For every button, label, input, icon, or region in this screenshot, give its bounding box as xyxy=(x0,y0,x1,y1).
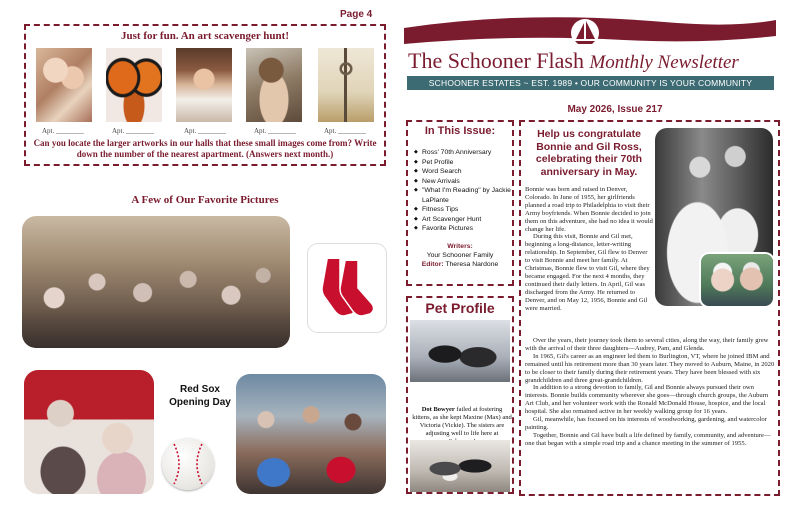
apt-blank-3[interactable]: Apt. ________ xyxy=(184,127,226,135)
article-paragraph: Gil, meanwhile, has focused on his interests of woodworking, gardening, and watercolor painting. xyxy=(525,416,767,431)
apt-blank-4[interactable]: Apt. ________ xyxy=(254,127,296,135)
pet-photo-kittens-bottom xyxy=(410,440,510,492)
article-paragraph: During this visit, Bonnie and Gil met, beginning a long-distance, letter-writing relationship. In September, Gil flew to Denver to visit Bonnie and meet her family. At Christmas, Bonnie flew to visit Gil, where they became engaged. For the next 4 months, they continued their daily letters. In April, Gil was discharged from the Army. He returned to Denver, and on May 12, 1956, Bonnie and Gil were married. xyxy=(525,233,650,312)
art-thumbnail-santa xyxy=(176,48,232,122)
writers-label: Writers: xyxy=(447,243,473,250)
in-this-issue-box xyxy=(406,120,514,286)
article-paragraph: Over the years, their journey took them to several cities, along the way, their family grew with the arrival of their three daughters—Audrey, Pam, and Glenda. xyxy=(525,337,769,352)
party-photo xyxy=(236,374,386,494)
newsletter-subtitle: Monthly Newsletter xyxy=(589,52,739,73)
anniversary-article-box xyxy=(519,120,780,496)
toc-item[interactable]: ◆ Art Scavenger Hunt xyxy=(414,215,514,225)
article-headline: Help us congratulate Bonnie and Gil Ross, celebrating their 70th anniversary in May. xyxy=(535,128,643,178)
pet-profile-title: Pet Profile xyxy=(425,300,495,316)
scavenger-hunt-title: Just for fun. An art scavenger hunt! xyxy=(121,30,289,42)
baseball-stitch-icon xyxy=(162,438,214,490)
scavenger-hunt-box xyxy=(24,24,386,166)
article-paragraph: In addition to a strong devotion to family, Gil and Bonnie always pursued their own interests. Bonnie builds community wherever she goes—through church groups, the Auburn Art Club, and her volunteer work with the Ronald McDonald House, hospice, and the local hospital. She also remained active in her weekly walking group for 16 years. xyxy=(525,384,769,416)
page-number: Page 4 xyxy=(340,9,373,20)
article-paragraph: Together, Bonnie and Gil have built a life defined by family, community, and adventure—one that began with a simple road trip and a chance meeting in the summer of 1955. xyxy=(525,431,771,447)
article-body-top xyxy=(525,186,653,313)
scavenger-hunt-question: Can you locate the larger artworks in our halls that these small images come from? Write down the number of the nearest apartment. (Answers next month.) xyxy=(33,138,377,159)
apt-blank-5[interactable]: Apt. ________ xyxy=(324,127,366,135)
toc-item[interactable]: ◆ Favorite Pictures xyxy=(414,224,514,234)
red-sox-logo xyxy=(308,244,386,332)
writers-credits xyxy=(410,242,510,269)
editor-label: Editor: xyxy=(421,261,444,268)
newsletter-title-text: The Schooner Flash xyxy=(408,48,584,73)
issue-label: May 2026, Issue 217 xyxy=(567,104,663,115)
baseball-image xyxy=(162,438,214,490)
toc-item[interactable]: ◆ Pet Profile xyxy=(414,158,514,168)
favorites-title: A Few of Our Favorite Pictures xyxy=(131,194,279,206)
pet-photo-kittens-top xyxy=(410,320,510,382)
art-thumbnail-butterfly xyxy=(106,48,162,122)
toc-item[interactable]: ◆ New Arrivals xyxy=(414,177,514,187)
sailboat-logo-icon xyxy=(570,18,600,48)
article-body-bottom xyxy=(525,337,775,448)
residents-photo xyxy=(24,370,154,494)
red-sox-label: Red Sox Opening Day xyxy=(169,384,231,408)
article-paragraph: Bonnie was born and raised in Denver, Colorado. In June of 1955, her girlfriends planned a road trip to Philadelphia to visit their Army boyfriends. When Bonnie decided to join them on this adventure, she had no idea it would change her life. xyxy=(525,186,653,233)
art-thumbnail-windmill xyxy=(318,48,374,122)
article-paragraph: In 1965, Gil's career as an engineer led them to Burlington, VT, where he joined IBM and remained until his retirement more than 30 years later. They moved to Auburn, Maine, in 2020 to be closer to their family during their retirement years. They have been blessed with six grandchildren and three great-grandchildren. xyxy=(525,352,775,384)
in-this-issue-title: In This Issue: xyxy=(424,125,496,137)
toc-item[interactable]: ◆ Fitness Tips xyxy=(414,205,514,215)
apt-blank-2[interactable]: Apt. ________ xyxy=(112,127,154,135)
newsletter-title xyxy=(408,48,739,74)
toc-item[interactable]: ◆ Ross' 70th Anniversary xyxy=(414,148,514,158)
apt-blank-1[interactable]: Apt. ________ xyxy=(42,127,84,135)
writers-value: Your Schooner Family xyxy=(426,252,494,259)
toc-item[interactable]: ◆ "What I'm Reading" by Jackie LaPlante xyxy=(414,186,514,205)
pet-profile-box xyxy=(406,296,514,494)
toc-item[interactable]: ◆ Word Search xyxy=(414,167,514,177)
toc-list xyxy=(414,148,514,234)
pet-owner-name: Dot Bowyer xyxy=(421,406,455,413)
red-sox-logo-icon xyxy=(308,244,386,332)
couple-recent-photo xyxy=(701,254,773,306)
newsletter-tagline: SCHOONER ESTATES ~ EST. 1989 • OUR COMMUNITY IS YOUR COMMUNITY xyxy=(407,76,774,90)
art-thumbnail-children xyxy=(36,48,92,122)
pet-caption-text: failed at fostering kittens, as she kept Maxine (Max) and Victoria (Vickie). The sisters are adjusting well to life here at xyxy=(412,406,512,437)
editor-value: Theresa Nardone xyxy=(445,261,499,268)
group-photo xyxy=(22,216,290,348)
art-thumbnail-woman xyxy=(246,48,302,122)
